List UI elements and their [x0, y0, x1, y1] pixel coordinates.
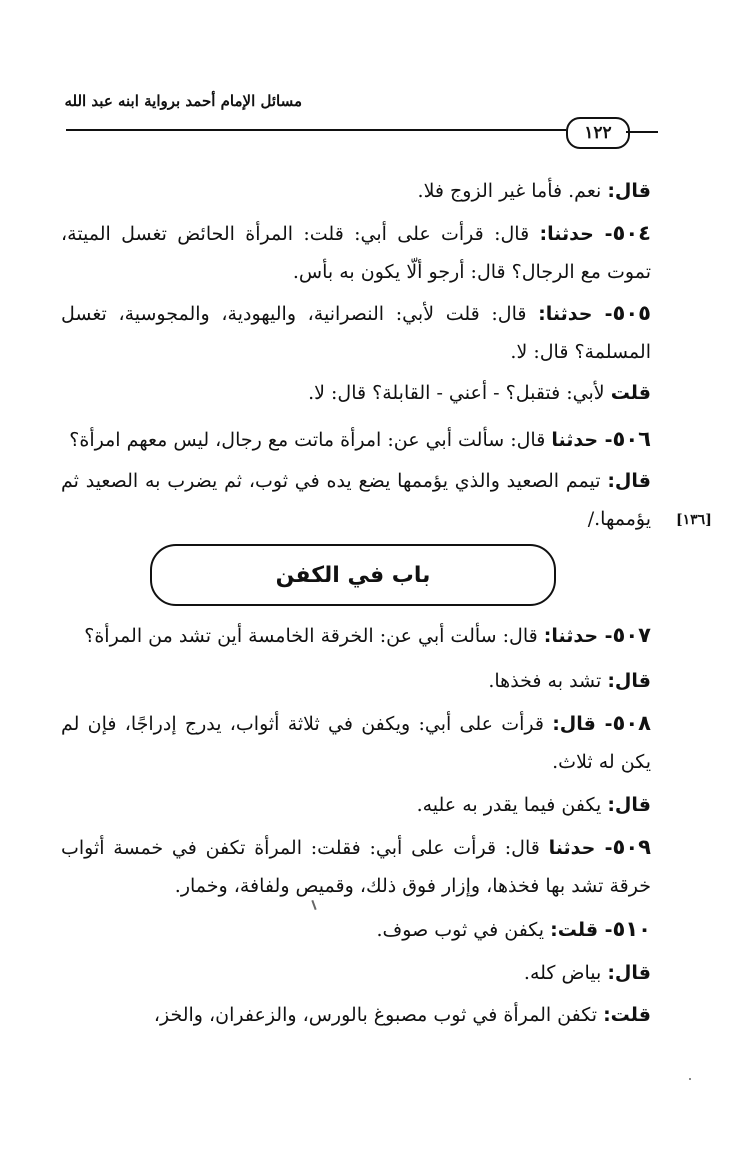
paragraph: [61, 172, 651, 210]
paragraph: [61, 704, 651, 781]
paragraph-lead: - حدثنا: [548, 837, 613, 859]
item-number: ٥١٠: [612, 917, 651, 941]
paragraph-text: بياض كله.: [523, 962, 608, 984]
paragraph-text: تكفن المرأة في ثوب مصبوغ بالورس، والزعفران، والخز،: [153, 1004, 604, 1026]
paragraph-lead: قلت: [610, 382, 651, 404]
running-title: مسائل الإمام أحمد برواية ابنه عبد الله: [64, 92, 302, 110]
paragraph: [61, 374, 651, 412]
paragraph: [61, 616, 651, 655]
paragraph-text: قال: قلت لأبي: النصرانية، واليهودية، والمجوسية، تغسل المسلمة؟ قال: لا.: [61, 303, 651, 363]
paragraph-text: تشد به فخذها.: [488, 670, 608, 692]
paragraph-text: يكفن في ثوب صوف.: [376, 919, 551, 941]
paragraph: [61, 420, 651, 459]
paragraph-text: قرأت على أبي: ويكفن في ثلاثة أثواب، يدرج إدراجًا، فإن لم يكن له ثلاث.: [61, 713, 651, 773]
paragraph: [61, 954, 651, 992]
paragraph-text: قال: سألت أبي عن: الخرقة الخامسة أين تشد من المرأة؟: [84, 625, 544, 647]
header-rule: [66, 129, 566, 131]
paragraph-lead: - قال:: [552, 713, 613, 735]
chapter-heading-box: [150, 544, 556, 606]
paragraph-lead: قال:: [607, 670, 651, 692]
paragraph-lead: قال:: [607, 794, 651, 816]
paragraph-lead: قال:: [607, 470, 651, 492]
paragraph-lead: - قلت:: [550, 919, 613, 941]
paragraph: [61, 462, 651, 538]
paragraph: [61, 294, 651, 371]
paragraph-lead: - حدثنا: [551, 429, 613, 451]
paragraph: [61, 662, 651, 700]
paragraph: [61, 828, 651, 905]
paragraph: [61, 910, 651, 949]
paragraph-text: يكفن فيما يقدر به عليه.: [416, 794, 608, 816]
item-number: ٥٠٥: [612, 301, 651, 325]
paragraph: [61, 214, 651, 291]
item-number: ٥٠٩: [612, 835, 651, 859]
paragraph: [61, 786, 651, 824]
paragraph-lead: قال:: [607, 962, 651, 984]
paragraph-lead: قال:: [607, 180, 651, 202]
header-rule-right: [626, 131, 658, 133]
chapter-title: باب في الكفن: [275, 562, 431, 588]
paragraph-lead: قلت:: [603, 1004, 651, 1026]
page-number: ١٢٢: [566, 117, 630, 149]
item-number: ٥٠٧: [612, 623, 651, 647]
paragraph-text: قال: سألت أبي عن: امرأة ماتت مع رجال، ليس معهم امرأة؟: [69, 429, 552, 451]
paragraph-lead: - حدثنا:: [539, 223, 613, 245]
paragraph-lead: - حدثنا:: [543, 625, 613, 647]
item-number: ٥٠٤: [612, 221, 651, 245]
margin-page-reference: [١٣٦]: [676, 512, 712, 528]
paragraph-text: قال: قرأت على أبي: فقلت: المرأة تكفن في خمسة أثواب خرقة تشد بها فخذها، وإزار فوق ذلك، وقميص ولفافة، وخمار.: [61, 837, 651, 897]
paragraph-text: قال: قرأت على أبي: قلت: المرأة الحائض تغسل الميتة، تموت مع الرجال؟ قال: أرجو ألّا يكون به بأس.: [61, 223, 651, 283]
paragraph-lead: - حدثنا:: [538, 303, 613, 325]
paragraph-text: لأبي: فتقبل؟ - أعني - القابلة؟ قال: لا.: [308, 382, 611, 404]
stray-print-dot: [689, 1078, 691, 1080]
paragraph: [61, 996, 651, 1034]
paragraph-text: تيمم الصعيد والذي يؤممها يضع يده في ثوب، ثم يضرب به الصعيد ثم يؤممها./: [61, 470, 651, 530]
item-number: ٥٠٨: [612, 711, 651, 735]
item-number: ٥٠٦: [612, 427, 651, 451]
paragraph-text: نعم. فأما غير الزوج فلا.: [417, 180, 608, 202]
